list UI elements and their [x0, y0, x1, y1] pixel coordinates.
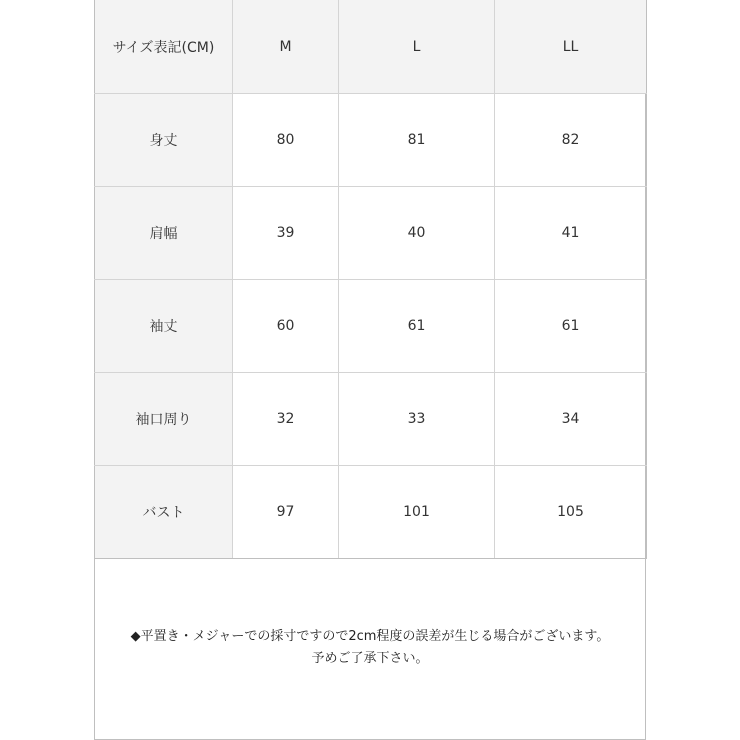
table-cell: 61	[495, 280, 647, 373]
table-cell: 40	[339, 187, 495, 280]
table-cell: 97	[233, 466, 339, 559]
table-cell: 101	[339, 466, 495, 559]
size-header-l: L	[339, 0, 495, 94]
row-label: バスト	[95, 466, 233, 559]
row-label: 袖丈	[95, 280, 233, 373]
header-label: サイズ表記(CM)	[95, 0, 233, 94]
measurement-note	[94, 626, 646, 670]
size-table	[94, 0, 647, 559]
table-cell: 82	[495, 94, 647, 187]
size-header-ll: LL	[495, 0, 647, 94]
note-line-1: ◆平置き・メジャーでの採寸ですので2cm程度の誤差が生じる場合がございます。	[130, 629, 610, 644]
table-cell: 105	[495, 466, 647, 559]
row-label: 身丈	[95, 94, 233, 187]
table-cell: 34	[495, 373, 647, 466]
table-cell: 32	[233, 373, 339, 466]
table-cell: 80	[233, 94, 339, 187]
table-row	[95, 280, 647, 373]
row-label: 袖口周り	[95, 373, 233, 466]
table-row	[95, 373, 647, 466]
row-label: 肩幅	[95, 187, 233, 280]
size-header-m: M	[233, 0, 339, 94]
table-cell: 61	[339, 280, 495, 373]
table-row	[95, 466, 647, 559]
table-cell: 81	[339, 94, 495, 187]
table-row	[95, 94, 647, 187]
table-cell: 33	[339, 373, 495, 466]
table-cell: 39	[233, 187, 339, 280]
header-row	[95, 0, 647, 94]
table-cell: 60	[233, 280, 339, 373]
note-line-2: 予めご了承下さい。	[311, 651, 429, 666]
table-cell: 41	[495, 187, 647, 280]
table-row	[95, 187, 647, 280]
